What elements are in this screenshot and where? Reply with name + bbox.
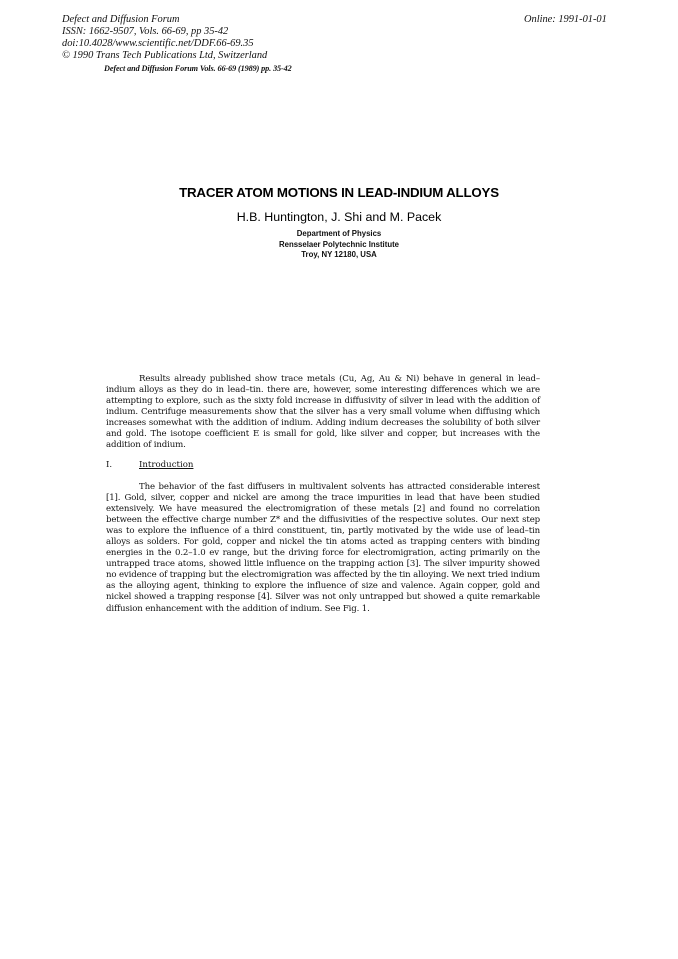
paper-authors: H.B. Huntington, J. Shi and M. Pacek: [236, 210, 442, 224]
journal-name: Defect and Diffusion Forum: [62, 14, 180, 25]
introduction-paragraph: The behavior of the fast diffusers in multivalent solvents has attracted considerable interest [1]. Gold, silver, copper and nickel are among the trace impurities in lead that have been studied extensively. We have measured the electromigration of these metals [2] and found no correlation between the effective charge number Z* and the diffusivities of the respective solutes. Our next step was to explore the influence of a third constituent, tin, partly motivated by the wide use of lead–tin alloys as solders. For gold, copper and nickel the tin atoms acted as trapping centers with binding energies in the 0.2–1.0 ev range, but the driving force for electromigration, acting primarily on the untrapped trace atoms, showed little influence on the trapping action [3]. The silver impurity showed no evidence of trapping but the electromigration was affected by the tin alloying. We next tried indium as the alloying agent, thinking to explore the influence of size and valence. Again copper, gold and nickel showed a trapping response [4]. Silver was not only untrapped but showed a quite remarkable diffusion enhancement with the addition of indium. See Fig. 1.: [106, 482, 540, 614]
doi-line: doi:10.4028/www.scientific.net/DDF.66-69.35: [62, 38, 254, 49]
publication-header: [62, 14, 267, 62]
affiliation: [0, 229, 678, 261]
issn-line: ISSN: 1662-9507, Vols. 66-69, pp 35-42: [62, 26, 229, 37]
abstract: Results already published show trace metals (Cu, Ag, Au & Ni) behave in general in lead–indium alloys as they do in lead–tin. there are, however, some interesting differences which we are attempting to explore, such as the sixty fold increase in diffusivity of silver in lead with the addition of indium. Centrifuge measurements show that the silver has a very small volume when diffusing which increases somewhat with the addition of indium. Adding indium decreases the solubility of both silver and gold. The isotope coefficient E is small for gold, like silver and copper, but increases with the addition of indium.: [106, 374, 540, 451]
affiliation-institute: Rensselaer Polytechnic Institute: [278, 239, 400, 249]
section-number: I.: [106, 460, 113, 470]
affiliation-department: Department of Physics: [296, 229, 382, 238]
section-heading: [106, 460, 193, 471]
copyright-line: © 1990 Trans Tech Publications Ltd, Switzerland: [62, 50, 268, 61]
online-date: Online: 1991-01-01: [524, 14, 607, 25]
journal-citation-line: Defect and Diffusion Forum Vols. 66-69 (1989) pp. 35-42: [104, 64, 292, 73]
affiliation-address: Troy, NY 12180, USA: [301, 250, 377, 259]
paper-title: TRACER ATOM MOTIONS IN LEAD-INDIUM ALLOYS: [179, 185, 499, 200]
section-name: Introduction: [139, 460, 194, 470]
